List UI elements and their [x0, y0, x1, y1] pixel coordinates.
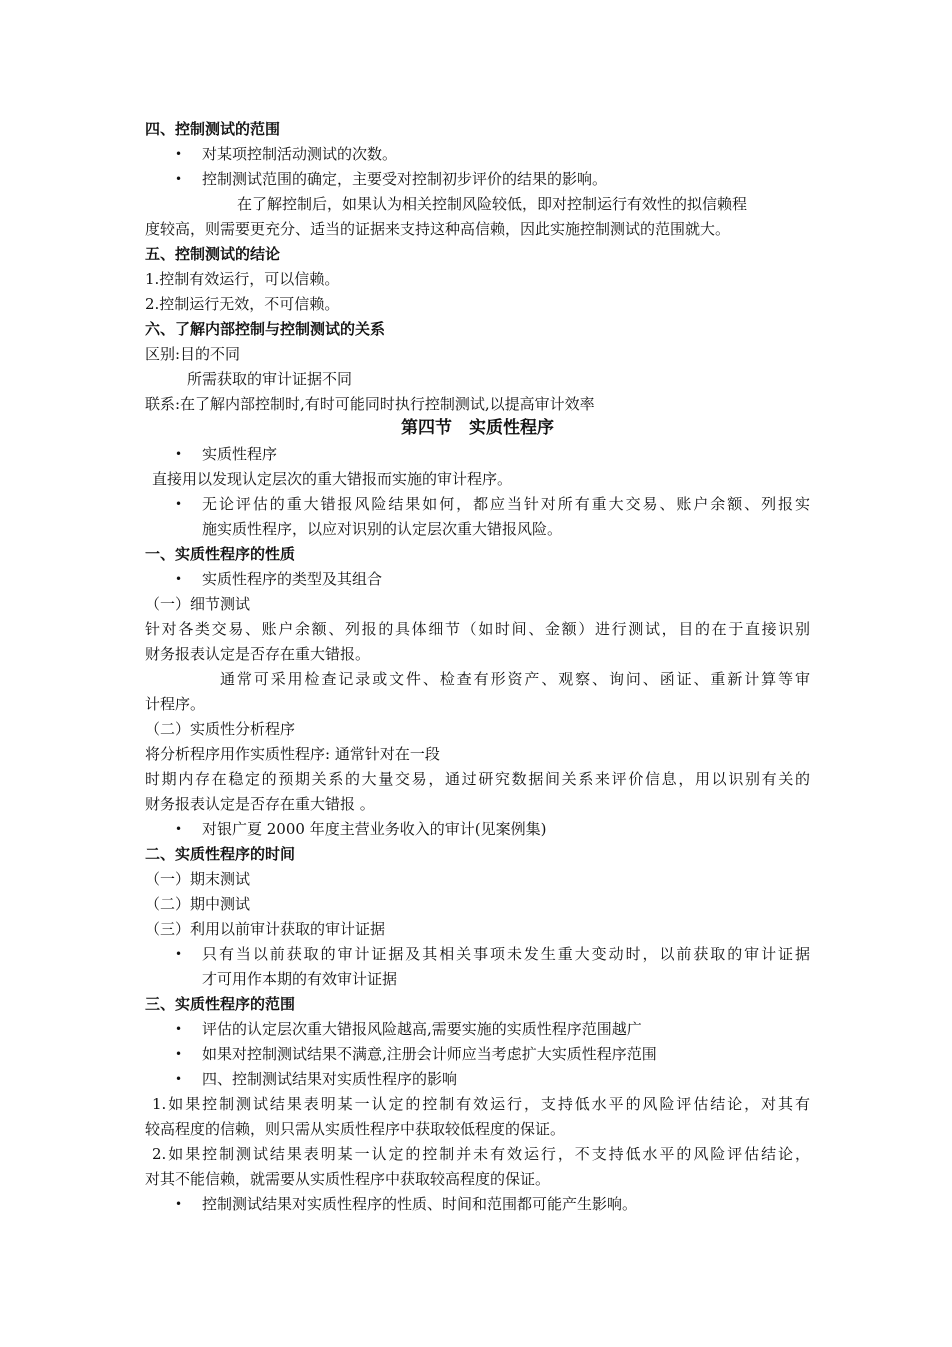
bullet-icon: • — [175, 1072, 183, 1086]
text-line: （一）期末测试 — [145, 870, 251, 888]
bullet-icon: • — [175, 1197, 183, 1211]
section-heading: 五、控制测试的结论 — [145, 245, 281, 263]
text-line: 2.如果控制测试结果表明某一认定的控制并未有效运行，不支持低水平的风险评估结论， — [152, 1145, 810, 1163]
text-line: 才可用作本期的有效审计证据 — [202, 970, 398, 988]
text-line: 控制测试范围的确定，主要受对控制初步评价的结果的影响。 — [202, 170, 608, 188]
text-line: （二）实质性分析程序 — [145, 720, 296, 738]
text-line: 1.如果控制测试结果表明某一认定的控制有效运行，支持低水平的风险评估结论，对其有 — [152, 1095, 810, 1113]
text-line: 财务报表认定是否存在重大错报。 — [145, 645, 371, 663]
text-line: 财务报表认定是否存在重大错报 。 — [145, 795, 375, 813]
text-line: 将分析程序用作实质性程序: 通常针对在一段 — [145, 745, 440, 763]
text-line: 控制测试结果对实质性程序的性质、时间和范围都可能产生影响。 — [202, 1195, 638, 1213]
text-line: 2.控制运行无效，不可信赖。 — [145, 295, 340, 313]
text-line: 在了解控制后，如果认为相关控制风险较低，即对控制运行有效性的拟信赖程 — [237, 195, 748, 213]
text-line: 针对各类交易、账户余额、列报的具体细节（如时间、金额）进行测试，目的在于直接识别 — [145, 620, 810, 638]
bullet-icon: • — [175, 822, 183, 836]
text-line: 计程序。 — [145, 695, 206, 713]
chapter-title: 第四节 实质性程序 — [401, 418, 554, 438]
text-line: （一）细节测试 — [145, 595, 251, 613]
text-line: 度较高，则需要更充分、适当的证据来支持这种高信赖，因此实施控制测试的范围就大。 — [145, 220, 731, 238]
text-line: 对银广夏 2000 年度主营业务收入的审计(见案例集) — [202, 820, 547, 838]
text-line: 无论评估的重大错报风险结果如何，都应当针对所有重大交易、账户余额、列报实 — [202, 495, 810, 513]
text-line: 只有当以前获取的审计证据及其相关事项未发生重大变动时，以前获取的审计证据 — [202, 945, 810, 963]
text-line: 对某项控制活动测试的次数。 — [202, 145, 398, 163]
text-line: 对其不能信赖，就需要从实质性程序中获取较高程度的保证。 — [145, 1170, 551, 1188]
text-line: 实质性程序的类型及其组合 — [202, 570, 383, 588]
text-line: 时期内存在稳定的预期关系的大量交易，通过研究数据间关系来评价信息，用以识别有关的 — [145, 770, 810, 788]
bullet-icon: • — [175, 447, 183, 461]
text-line: 通常可采用检查记录或文件、检查有形资产、观察、询问、函证、重新计算等审 — [220, 670, 810, 688]
bullet-icon: • — [175, 1047, 183, 1061]
bullet-icon: • — [175, 497, 183, 511]
text-line: 1.控制有效运行，可以信赖。 — [145, 270, 340, 288]
text-line: 如果对控制测试结果不满意,注册会计师应当考虑扩大实质性程序范围 — [202, 1045, 657, 1063]
text-line: （二）期中测试 — [145, 895, 251, 913]
text-line: 实质性程序 — [202, 445, 278, 463]
text-line: 所需获取的审计证据不同 — [187, 370, 353, 388]
text-line: （三）利用以前审计获取的审计证据 — [145, 920, 386, 938]
text-line: 区别:目的不同 — [145, 345, 241, 363]
section-heading: 三、实质性程序的范围 — [145, 995, 296, 1013]
section-heading: 四、控制测试的范围 — [145, 120, 281, 138]
bullet-icon: • — [175, 172, 183, 186]
text-line: 四、控制测试结果对实质性程序的影响 — [202, 1070, 458, 1088]
section-heading: 二、实质性程序的时间 — [145, 845, 296, 863]
text-line: 较高程度的信赖，则只需从实质性程序中获取较低程度的保证。 — [145, 1120, 566, 1138]
section-heading: 一、实质性程序的性质 — [145, 545, 296, 563]
text-line: 联系:在了解内部控制时,有时可能同时执行控制测试,以提高审计效率 — [145, 395, 595, 413]
text-line: 施实质性程序，以应对识别的认定层次重大错报风险。 — [202, 520, 563, 538]
bullet-icon: • — [175, 147, 183, 161]
bullet-icon: • — [175, 947, 183, 961]
text-line: 直接用以发现认定层次的重大错报而实施的审计程序。 — [152, 470, 513, 488]
text-line: 评估的认定层次重大错报风险越高,需要实施的实质性程序范围越广 — [202, 1020, 642, 1038]
bullet-icon: • — [175, 572, 183, 586]
section-heading: 六、了解内部控制与控制测试的关系 — [145, 320, 386, 338]
bullet-icon: • — [175, 1022, 183, 1036]
